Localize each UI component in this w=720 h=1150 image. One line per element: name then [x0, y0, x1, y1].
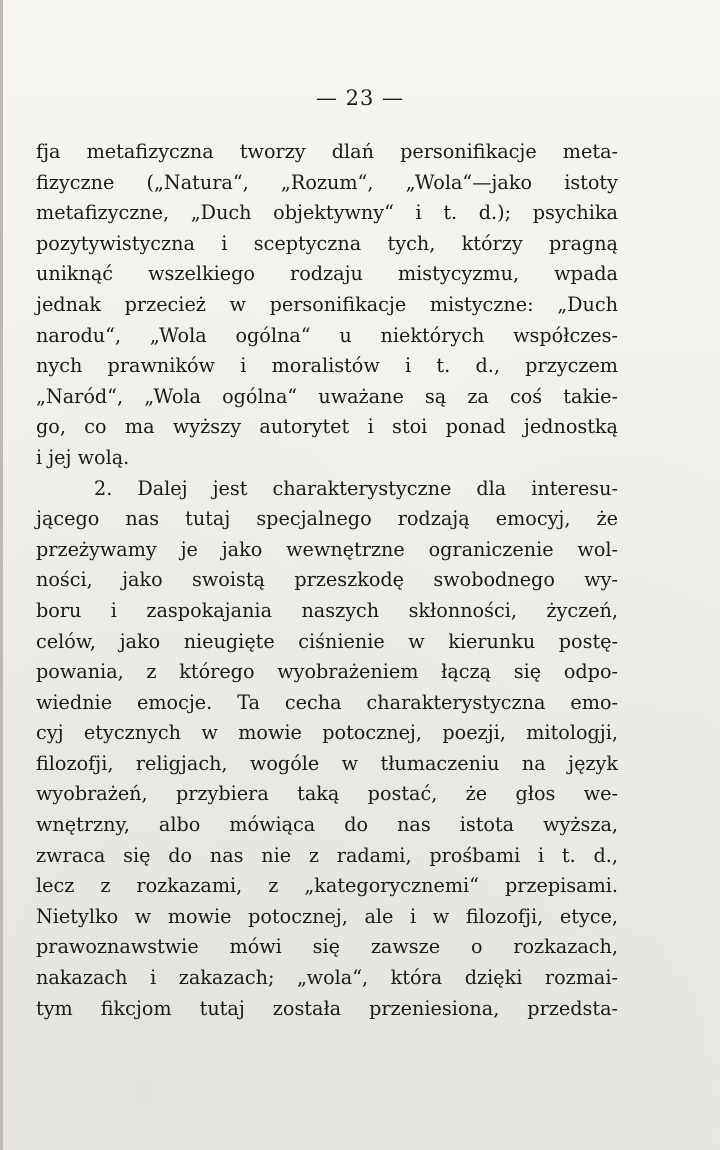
text-line: i jej wolą.	[36, 445, 130, 469]
text-line: zwraca się do nas nie z radami, prośbami i t. d.,	[36, 843, 618, 867]
text-line: boru i zaspokajania naszych skłonności, życzeń,	[36, 598, 618, 622]
text-line: filozofji, religjach, wogóle w tłumaczeniu na język	[36, 751, 618, 775]
text-line: metafizyczne, „Duch objektywny“ i t. d.); psychika	[36, 201, 618, 225]
text-line: nych prawników i moralistów i t. d., przyczem	[36, 354, 618, 378]
page-number: — 23 —	[315, 86, 405, 110]
page-edge	[0, 0, 3, 1150]
text-line: powania, z którego wyobrażeniem łączą się odpo-	[36, 660, 618, 684]
text-line: lecz z rozkazami, z „kategorycznemi“ przepisami.	[36, 874, 618, 898]
text-line: Nietylko w mowie potocznej, ale i w filozofji, etyce,	[36, 904, 618, 928]
text-line: go, co ma wyższy autorytet i stoi ponad jednostką	[36, 415, 618, 439]
text-line: jącego nas tutaj specjalnego rodzają emocyj, że	[36, 507, 618, 531]
text-line: fja metafizyczna tworzy dlań personifikacje meta-	[36, 140, 618, 163]
text-line: nakazach i zakazach; „wola“, która dzięki rozmai-	[36, 966, 618, 990]
text-line: wiednie emocje. Ta cecha charakterystyczna emo-	[36, 690, 618, 714]
body-text	[36, 137, 618, 1024]
text-line: wyobrażeń, przybiera taką postać, że głos we-	[36, 782, 618, 806]
text-line: prawoznawstwie mówi się zawsze o rozkazach,	[36, 935, 618, 959]
text-line: przeżywamy je jako wewnętrzne ograniczenie wol-	[36, 537, 618, 561]
text-line: wnętrzny, albo mówiąca do nas istota wyższa,	[36, 813, 618, 837]
text-line: celów, jako nieugięte ciśnienie w kierunku postę-	[36, 629, 618, 653]
text-line: cyj etycznych w mowie potocznej, poezji, mitologji,	[36, 721, 618, 745]
paragraph-start: 2. Dalej jest charakterystyczne dla interesu-	[94, 476, 618, 500]
text-line: tym fikcjom tutaj została przeniesiona, przedsta-	[36, 996, 618, 1020]
text-line: fizyczne („Natura“, „Rozum“, „Wola“—jako istoty	[36, 170, 618, 194]
text-line: pozytywistyczna i sceptyczna tych, którzy pragną	[36, 231, 618, 255]
text-line: ności, jako swoistą przeszkodę swobodnego wy-	[36, 568, 618, 592]
text-line: narodu“, „Wola ogólna“ u niektórych współczes-	[36, 323, 618, 347]
text-line: uniknąć wszelkiego rodzaju mistycyzmu, wpada	[36, 262, 618, 286]
text-line: „Naród“, „Wola ogólna“ uważane są za coś takie-	[36, 384, 618, 408]
text-line: jednak przecież w personifikacje mistyczne: „Duch	[36, 292, 618, 316]
